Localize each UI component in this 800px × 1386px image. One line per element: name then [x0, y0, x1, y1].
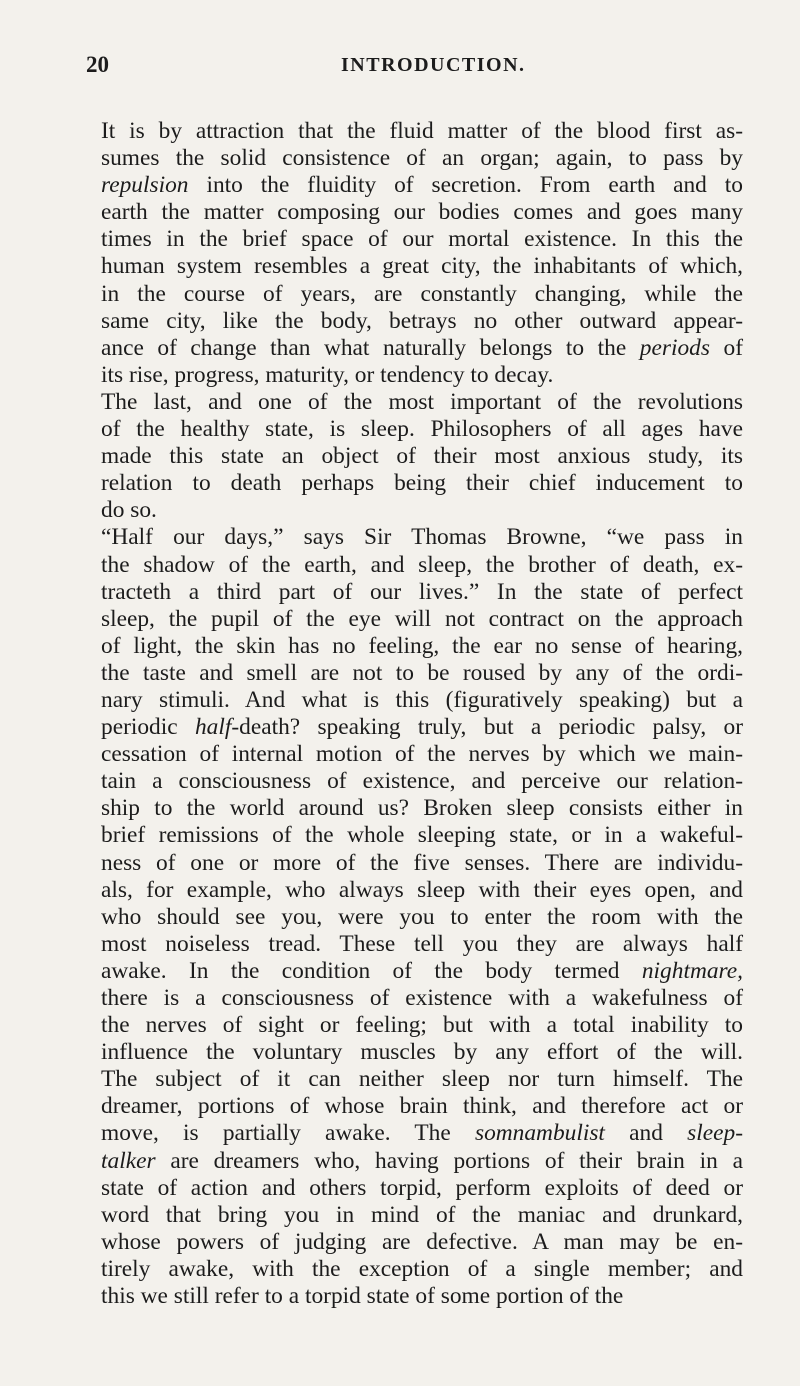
paragraph	[101, 118, 743, 389]
text-line: sumes the solid consistence of an organ; again, to pass by	[101, 145, 743, 172]
text-line: nary stimuli. And what is this (figuratively speaking) but a	[101, 686, 743, 713]
text-line: the nerves of sight or feeling; but with a total inability to	[101, 1012, 743, 1039]
text-line: state of action and others torpid, perform exploits of deed or	[101, 1174, 743, 1201]
text-line: of light, the skin has no feeling, the ear no sense of hearing,	[101, 632, 743, 659]
paragraph	[101, 524, 743, 1310]
text-line: tirely awake, with the exception of a single member; and	[101, 1255, 743, 1282]
text-line: ance of change than what naturally belongs to the periods of	[101, 334, 743, 361]
page-number: 20	[86, 52, 109, 77]
text-line: sleep, the pupil of the eye will not contract on the approach	[101, 605, 743, 632]
text-line: whose powers of judging are defective. A man may be en-	[101, 1228, 743, 1255]
text-line: cessation of internal motion of the nerves by which we main-	[101, 741, 743, 768]
text-line: The subject of it can neither sleep nor turn himself. The	[101, 1066, 743, 1093]
text-line: als, for example, who always sleep with their eyes open, and	[101, 876, 743, 903]
text-line: move, is partially awake. The somnambulist and sleep-	[101, 1120, 744, 1147]
text-line: tracteth a third part of our lives.” In the state of perfect	[101, 578, 743, 605]
text-line: earth the matter composing our bodies comes and goes many	[101, 199, 743, 226]
text-line: times in the brief space of our mortal existence. In this the	[101, 226, 743, 253]
body-text	[101, 118, 743, 1310]
text-line: It is by attraction that the fluid matter of the blood first as-	[101, 118, 743, 144]
header-title: INTRODUCTION.	[341, 54, 526, 76]
text-line: repulsion into the fluidity of secretion. From earth and to	[101, 172, 743, 199]
text-line: of the healthy state, is sleep. Philosophers of all ages have	[101, 416, 743, 443]
text-line: same city, like the body, betrays no other outward appear-	[101, 307, 743, 334]
text-line: periodic half-death? speaking truly, but a periodic palsy, or	[101, 714, 743, 741]
text-line: this we still refer to a torpid state of some portion of the	[101, 1283, 624, 1310]
text-line: awake. In the condition of the body termed nightmare,	[101, 957, 743, 984]
paragraph	[101, 389, 743, 524]
text-line: made this state an object of their most anxious study, its	[101, 443, 743, 470]
text-line: relation to death perhaps being their chief inducement to	[101, 470, 743, 497]
text-line: influence the voluntary muscles by any effort of the will.	[101, 1039, 743, 1066]
text-line: brief remissions of the whole sleeping state, or in a wakeful-	[101, 822, 743, 849]
text-line: its rise, progress, maturity, or tendency to decay.	[101, 361, 554, 388]
text-line: human system resembles a great city, the inhabitants of which,	[101, 253, 743, 280]
text-line: there is a consciousness of existence with a wakefulness of	[101, 985, 743, 1011]
text-line: tain a consciousness of existence, and perceive our relation-	[101, 768, 743, 795]
text-line: “Half our days,” says Sir Thomas Browne, “we pass in	[101, 524, 743, 551]
text-line: dreamer, portions of whose brain think, and therefore act or	[101, 1093, 743, 1120]
text-line: word that bring you in mind of the maniac and drunkard,	[101, 1201, 743, 1228]
text-line: ness of one or more of the five senses. There are individu-	[101, 849, 743, 876]
text-line: most noiseless tread. These tell you they are always half	[101, 930, 743, 957]
text-line: the taste and smell are not to be roused by any of the ordi-	[101, 659, 743, 686]
running-head	[86, 52, 736, 82]
text-line: do so.	[101, 497, 157, 524]
text-line: the shadow of the earth, and sleep, the brother of death, ex-	[101, 551, 743, 578]
text-line: who should see you, were you to enter the room with the	[101, 903, 743, 930]
text-line: in the course of years, are constantly changing, while the	[101, 280, 743, 307]
text-line: talker are dreamers who, having portions of their brain in a	[101, 1147, 743, 1174]
text-line: The last, and one of the most important of the revolutions	[101, 388, 743, 415]
text-line: ship to the world around us? Broken sleep consists either in	[101, 795, 743, 822]
